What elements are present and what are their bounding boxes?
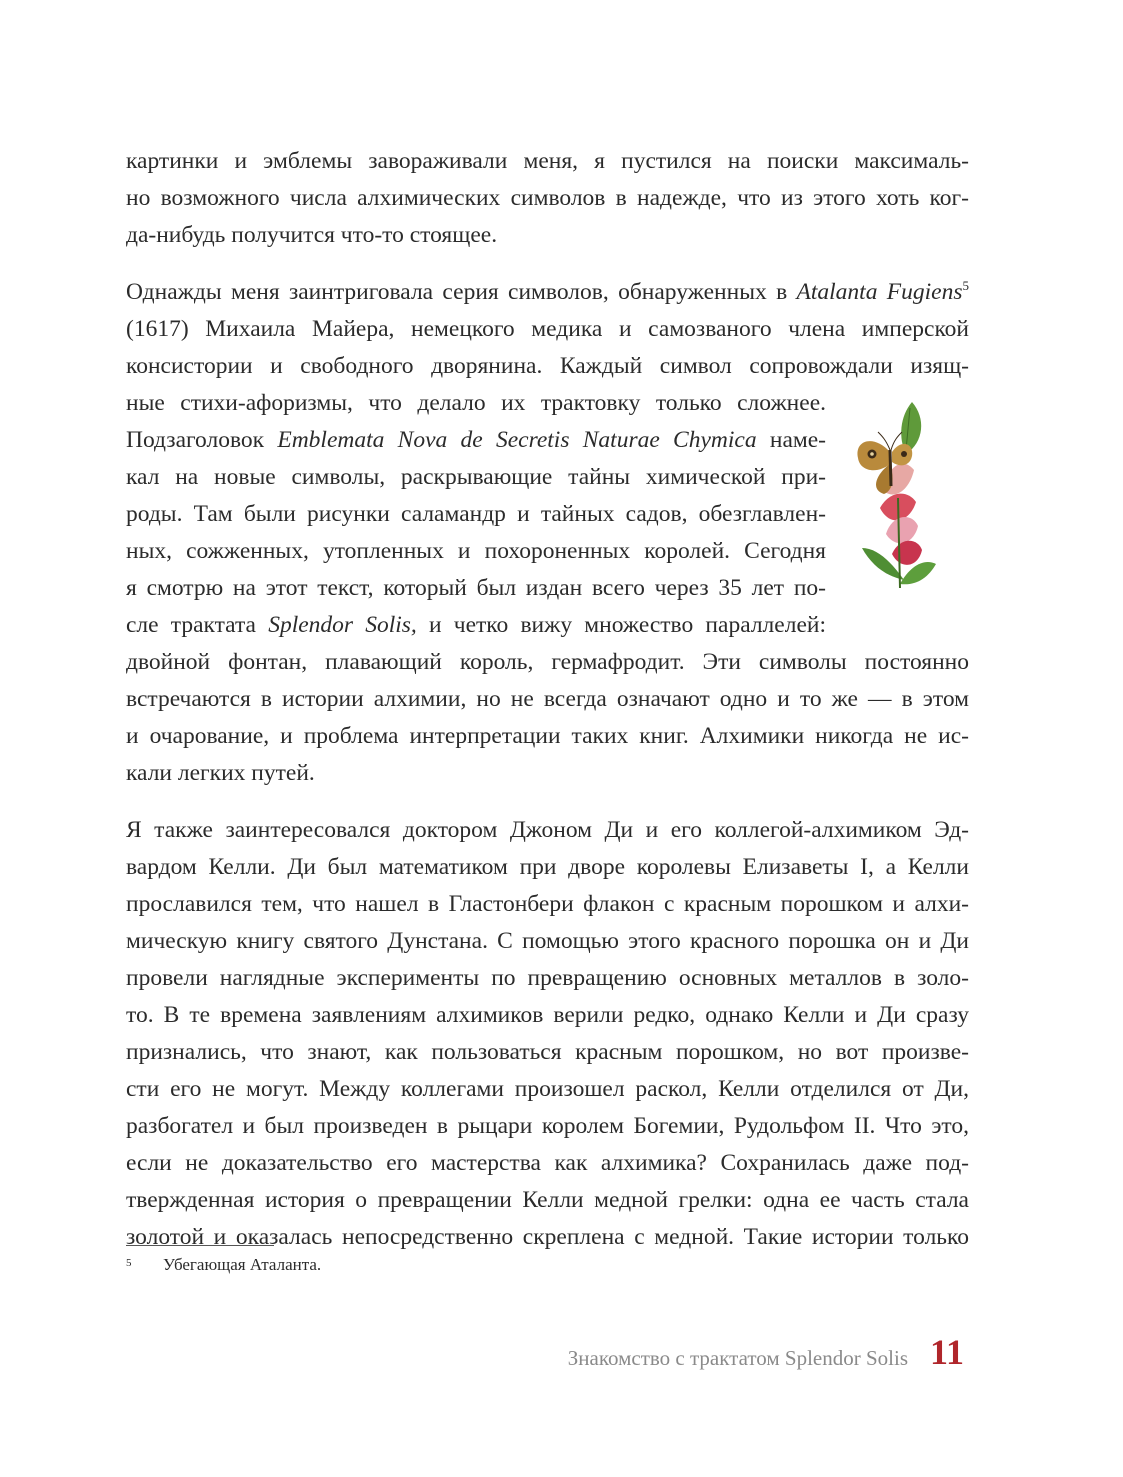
body-line: золотой и оказалась непосредственно скреплена с медной. Такие истории только xyxy=(126,1224,969,1250)
body-line: я смотрю на этот текст, который был издан всего через 35 лет по- xyxy=(126,575,826,601)
body-line: кали легких путей. xyxy=(126,760,315,786)
body-line: твержденная история о превращении Келли медной грелки: одна ее часть стала xyxy=(126,1187,969,1213)
book-title: Splendor Solis, xyxy=(268,612,417,638)
body-line: сти его не могут. Между коллегами произошел раскол, Келли отделился от Ди, xyxy=(126,1076,969,1102)
body-line: но возможного числа алхимических символов в надежде, что из этого хоть ког- xyxy=(126,185,969,211)
body-line: признались, что знают, как пользоваться красным порошком, но вот произве- xyxy=(126,1039,969,1065)
body-line: кал на новые символы, раскрывающие тайны химической при- xyxy=(126,464,826,490)
body-line: ных, сожженных, утопленных и похороненных королей. Сегодня xyxy=(126,538,826,564)
body-line: сле трактата Splendor Solis, и четко вижу множество параллелей: xyxy=(126,612,826,638)
book-subtitle: Emblemata Nova de Secretis Naturae Chymica xyxy=(277,427,757,453)
body-line: Я также заинтересовался доктором Джоном Ди и его коллегой-алхимиком Эд- xyxy=(126,817,969,843)
body-line: роды. Там были рисунки саламандр и тайных садов, обезглавлен- xyxy=(126,501,826,527)
body-line: вардом Келли. Ди был математиком при дворе королевы Елизаветы I, а Келли xyxy=(126,854,969,880)
footnote-rule xyxy=(126,1245,274,1246)
body-line: и очарование, и проблема интерпретации таких книг. Алхимики никогда не ис- xyxy=(126,723,969,749)
body-line: то. В те времена заявлениям алхимиков верили редко, однако Келли и Ди сразу xyxy=(126,1002,969,1028)
body-line: Подзаголовок Emblemata Nova de Secretis Naturae Chymica наме- xyxy=(126,427,826,453)
running-title: Знакомство с трактатом Splendor Solis xyxy=(567,1346,908,1370)
body-line: да-нибудь получится что-то стоящее. xyxy=(126,222,498,248)
body-line: если не доказательство его мастерства как алхимика? Сохранилась даже под- xyxy=(126,1150,969,1176)
body-line: встречаются в истории алхимии, но не всегда означают одно и то же — в этом xyxy=(126,686,969,712)
body-line: (1617) Михаила Майера, немецкого медика и самозваного члена имперской xyxy=(126,316,969,342)
butterfly-flower-illustration xyxy=(840,398,940,598)
body-line: двойной фонтан, плавающий король, гермафродит. Эти символы постоянно xyxy=(126,649,969,675)
body-line: картинки и эмблемы завораживали меня, я пустился на поиски максималь- xyxy=(126,148,969,174)
footnote-number: 5 xyxy=(126,1257,132,1269)
body-line: разбогател и был произведен в рыцари королем Богемии, Рудольфом II. Что это, xyxy=(126,1113,969,1139)
footnote-text: Убегающая Аталанта. xyxy=(163,1255,322,1274)
body-line: Однажды меня заинтриговала серия символов, обнаруженных в Atalanta Fugiens$^5$ xyxy=(126,278,969,305)
body-line: консистории и свободного дворянина. Каждый символ сопровождали изящ- xyxy=(126,353,969,379)
page-number: 11 xyxy=(930,1332,965,1372)
body-line: мическую книгу святого Дунстана. С помощью этого красного порошка он и Ди xyxy=(126,928,969,954)
body-line: провели наглядные эксперименты по превращению основных металлов в золо- xyxy=(126,965,969,991)
footnote-ref[interactable]: 5 xyxy=(962,278,969,293)
body-line: ные стихи-афоризмы, что делало их трактовку только сложнее. xyxy=(126,390,826,416)
book-title: Atalanta Fugiens xyxy=(796,279,963,305)
body-line: прославился тем, что нашел в Гластонбери флакон с красным порошком и алхи- xyxy=(126,891,969,917)
